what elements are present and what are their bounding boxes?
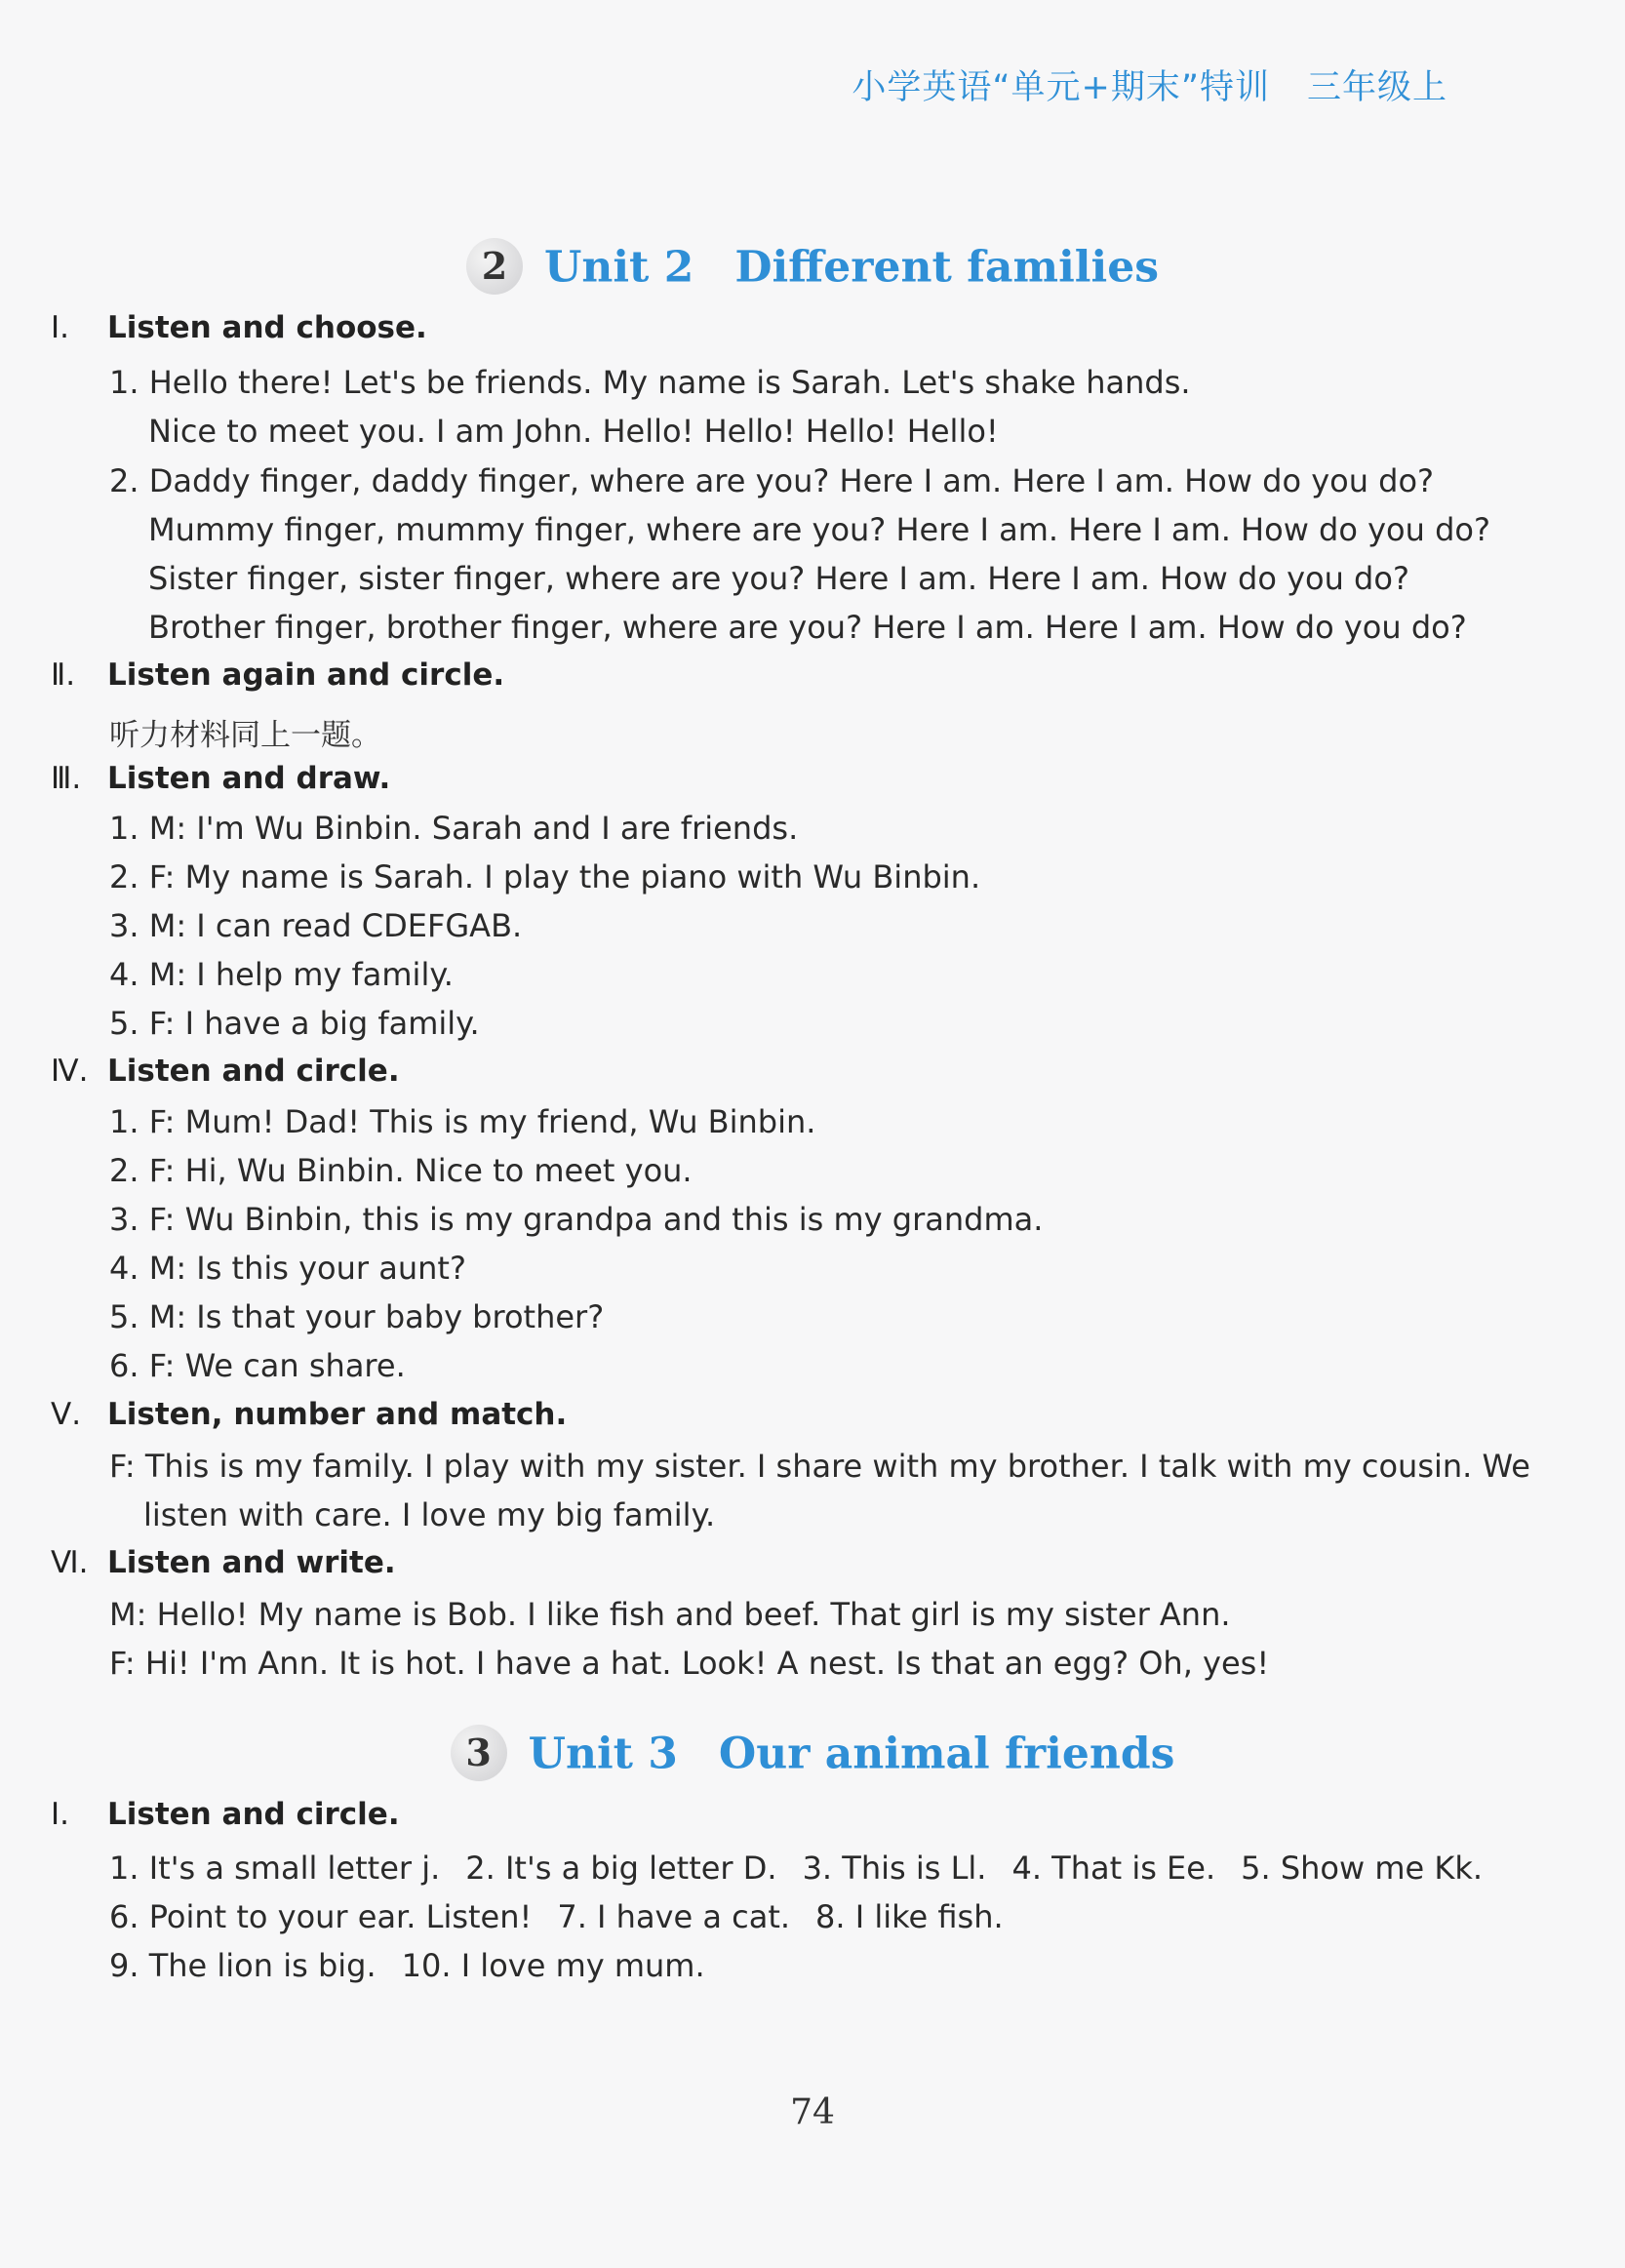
script-line: 3. M: I can read CDEFGAB. [109,907,523,944]
unit-2-title [0,242,1625,298]
unit-number-badge: 2 [466,238,523,295]
page-number: 74 [790,2092,835,2132]
unit-name: Our animal friends [718,1729,1175,1779]
script-line: 5. M: Is that your baby brother? [109,1298,605,1335]
script-line: Sister finger, sister finger, where are you? Here I am. Here I am. How do you do? [148,560,1409,597]
page-header [852,60,1447,109]
script-line: 5. F: I have a big family. [109,1005,480,1042]
book-title: 小学英语“单元+期末”特训 [852,68,1270,107]
section-title: Listen and draw. [107,761,391,796]
unit-3-title [0,1729,1625,1785]
section-numeral: Ⅳ. [51,1054,89,1089]
script-line: F: Hi! I'm Ann. It is hot. I have a hat. Look! A nest. Is that an egg? Oh, yes! [109,1645,1270,1682]
script-item: 1. It's a small letter j. [109,1850,441,1887]
section-title: Listen and circle. [107,1054,400,1089]
script-item: 9. The lion is big. [109,1947,377,1984]
section-heading [51,1054,400,1089]
script-line: 1. Hello there! Let's be friends. My name is Sarah. Let's shake hands. [109,364,1191,401]
section-title: Listen again and circle. [107,657,505,693]
script-row [109,1898,1004,1935]
section-heading [51,310,427,345]
section-heading [51,1797,400,1832]
unit-name: Different families [734,242,1160,293]
script-line: Brother finger, brother finger, where are you? Here I am. Here I am. How do you do? [148,609,1467,646]
script-item: 4. That is Ee. [1011,1850,1216,1887]
section-heading [51,761,390,796]
section-title: Listen and write. [107,1545,396,1580]
script-line: 2. F: My name is Sarah. I play the piano with Wu Binbin. [109,858,981,895]
script-line: 4. M: I help my family. [109,956,454,993]
section-heading [51,657,504,693]
section-title: Listen, number and match. [107,1397,568,1432]
section-numeral: Ⅴ. [51,1397,82,1432]
script-line: 2. Daddy finger, daddy finger, where are you? Here I am. Here I am. How do you do? [109,462,1435,499]
script-row [109,1850,1483,1887]
section-heading [51,1545,396,1580]
script-line: listen with care. I love my big family. [143,1496,716,1533]
section-title: Listen and choose. [107,310,427,345]
script-line: 6. F: We can share. [109,1347,406,1384]
script-line: 2. F: Hi, Wu Binbin. Nice to meet you. [109,1152,693,1189]
unit-number-badge: 3 [451,1725,507,1781]
section-numeral: Ⅲ. [51,761,82,796]
unit-label: Unit 2 [543,242,694,293]
script-line: M: Hello! My name is Bob. I like fish and beef. That girl is my sister Ann. [109,1596,1231,1633]
script-item: 6. Point to your ear. Listen! [109,1898,533,1935]
script-line: 4. M: Is this your aunt? [109,1250,466,1287]
script-line: 1. F: Mum! Dad! This is my friend, Wu Binbin. [109,1103,816,1140]
script-line: 3. F: Wu Binbin, this is my grandpa and this is my grandma. [109,1201,1044,1238]
section-title: Listen and circle. [107,1797,400,1832]
script-item: 8. I like fish. [815,1898,1004,1935]
script-item: 5. Show me Kk. [1241,1850,1484,1887]
grade-label: 三年级上 [1306,68,1447,107]
section-heading [51,1397,567,1432]
section-numeral: Ⅱ. [51,657,76,693]
script-item: 7. I have a cat. [557,1898,791,1935]
chinese-note: 听力材料同上一题。 [109,718,381,753]
script-item: 10. I love my mum. [401,1947,705,1984]
script-item: 3. This is Ll. [802,1850,987,1887]
section-numeral: Ⅰ. [51,310,69,345]
script-line: Mummy finger, mummy finger, where are you? Here I am. Here I am. How do you do? [148,511,1490,548]
script-line: 1. M: I'm Wu Binbin. Sarah and I are friends. [109,810,799,847]
section-numeral: Ⅰ. [51,1797,69,1832]
script-item: 2. It's a big letter D. [465,1850,777,1887]
script-line: Nice to meet you. I am John. Hello! Hello! Hello! Hello! [148,413,999,450]
script-line: F: This is my family. I play with my sister. I share with my brother. I talk with my cousin. We [109,1448,1530,1485]
unit-label: Unit 3 [528,1729,678,1779]
script-row [109,1947,705,1984]
section-numeral: Ⅵ. [51,1545,89,1580]
